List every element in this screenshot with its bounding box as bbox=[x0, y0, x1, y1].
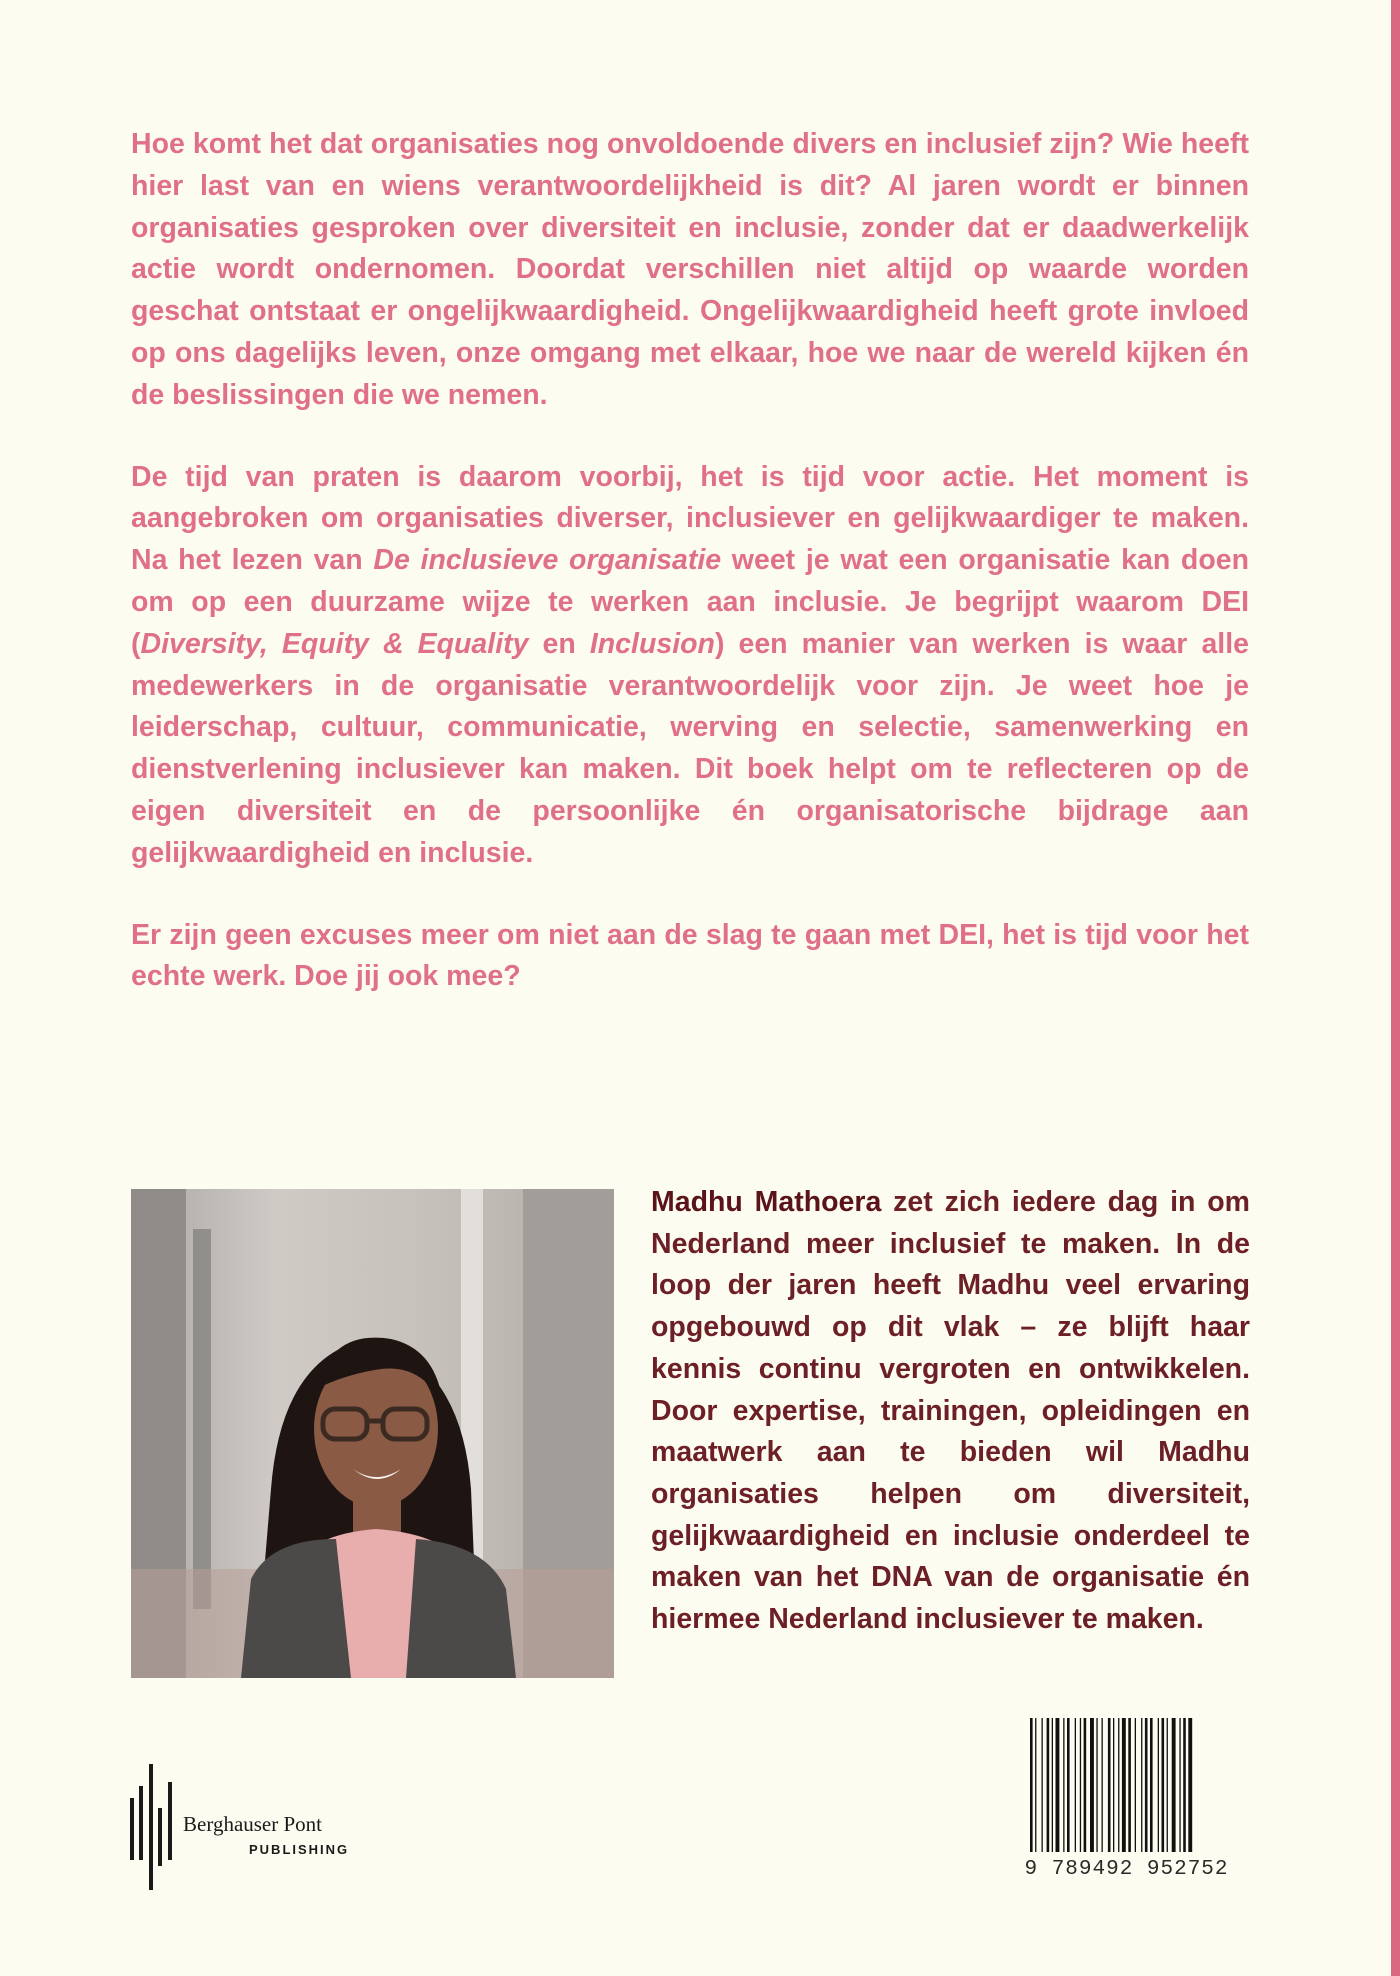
author-bio bbox=[651, 1182, 1250, 1641]
barcode-bar bbox=[1035, 1718, 1036, 1852]
blurb-paragraph-3: Er zijn geen excuses meer om niet aan de slag te gaan met DEI, het is tijd voor het echte werk. Doe jij ook mee? bbox=[131, 918, 1249, 993]
dei-term: Inclusion bbox=[589, 627, 715, 660]
publisher-subtitle: PUBLISHING bbox=[249, 1842, 350, 1857]
blurb-paragraph-1: Hoe komt het dat organisaties nog onvoldoende divers en inclusief zijn? Wie heeft hier last van en wiens verantwoordelijkheid is dit? Al jaren wordt er binnen organisaties gesproken over diversiteit en inclusie, zonder dat er daadwerkelijk actie wordt ondernomen. Doordat verschillen niet altijd op waarde worden geschat ontstaat er ongelijkwaardigheid. Ongelijkwaardigheid heeft grote invloed op ons dagelijks leven, onze omgang met elkaar, hoe we naar de wereld kijken én de beslissingen die we nemen. bbox=[131, 128, 1249, 411]
barcode-bar bbox=[1172, 1718, 1176, 1852]
blurb-text: en bbox=[528, 627, 590, 660]
publisher-bars-icon bbox=[130, 1764, 180, 1890]
barcode-bar bbox=[1118, 1718, 1119, 1852]
blurb-paragraph-2 bbox=[131, 457, 1249, 875]
barcode-bar bbox=[1108, 1718, 1111, 1852]
blurb-text: weet je wat een organisatie kan doen om op een duurzame wijze te werken aan inclusie. Je begrijpt waarom DEI ( bbox=[131, 544, 1250, 660]
barcode-bars bbox=[1014, 1718, 1239, 1858]
barcode-bar bbox=[1150, 1718, 1153, 1852]
barcode-bar bbox=[1096, 1718, 1097, 1852]
publisher-name: Berghauser Pont bbox=[183, 1812, 323, 1836]
barcode-bar bbox=[1042, 1718, 1043, 1852]
isbn-barcode bbox=[1014, 1718, 1239, 1886]
dei-term: Diversity, Equity & Equality bbox=[140, 627, 529, 660]
blurb-text: ) een manier van werken is waar alle medewerkers in de organisatie verantwoordelijk voor zijn. Je weet hoe je leiderschap, cultuur, communicatie, werving en selectie, samenwerking en dienstverlening inclusiever kan maken. Dit boek helpt om te reflecteren op de eigen diversiteit en de persoonlijke én organisatorische bijdrage aan gelijkwaardigheid en inclusie. bbox=[131, 627, 1249, 869]
barcode-bar bbox=[1183, 1718, 1186, 1852]
blurb-text: De tijd van praten is daarom voorbij, het is tijd voor actie. Het moment is aangebroken om organisaties diverser, inclusiever en gelijkwaardiger te maken. Na het lezen van bbox=[131, 460, 1249, 577]
barcode-bar bbox=[1056, 1718, 1060, 1852]
spine-stripe bbox=[1391, 0, 1400, 1976]
barcode-bar bbox=[1113, 1718, 1114, 1852]
author-name: Madhu Mathoera bbox=[651, 1186, 882, 1218]
author-portrait-image bbox=[131, 1189, 614, 1678]
barcode-bar bbox=[1084, 1718, 1087, 1852]
barcode-bar bbox=[1145, 1718, 1148, 1852]
barcode-bar bbox=[1188, 1718, 1192, 1852]
author-bio-text: zet zich iedere dag in om Nederland meer inclusief te maken. In de loop der jaren heeft Madhu veel ervaring opgebouwd op dit vlak – ze blijft haar kennis continu vergroten en ontwikkelen. Door expertise, trainingen, opleidingen en maatwerk aan te bieden wil Madhu organisaties helpen om diversiteit, gelijkwaardigheid en inclusie onderdeel te maken van het DNA van de organisatie én hiermee Nederland inclusiever te maken. bbox=[651, 1186, 1250, 1636]
barcode-bar bbox=[1047, 1718, 1050, 1852]
barcode-bar bbox=[1067, 1718, 1070, 1852]
barcode-bar bbox=[1102, 1718, 1103, 1852]
barcode-bar bbox=[1052, 1718, 1053, 1852]
author-photo bbox=[131, 1189, 614, 1678]
barcode-bar bbox=[1090, 1718, 1094, 1852]
barcode-bar bbox=[1063, 1718, 1064, 1852]
isbn-digits: 9 789492 952752 bbox=[1024, 1858, 1229, 1881]
barcode-bar bbox=[1135, 1718, 1136, 1852]
barcode-bar bbox=[1162, 1718, 1165, 1852]
barcode-bar bbox=[1167, 1718, 1168, 1852]
barcode-bar bbox=[1141, 1718, 1142, 1852]
barcode-bar bbox=[1128, 1718, 1131, 1852]
barcode-bar bbox=[1075, 1718, 1076, 1852]
barcode-bar bbox=[1179, 1718, 1180, 1852]
back-cover-blurb bbox=[131, 124, 1249, 1038]
barcode-bar bbox=[1158, 1718, 1159, 1852]
publisher-wordmark bbox=[183, 1812, 349, 1857]
barcode-bar bbox=[1080, 1718, 1081, 1852]
publisher-logo bbox=[130, 1764, 380, 1890]
book-title: De inclusieve organisatie bbox=[373, 544, 722, 577]
barcode-bar bbox=[1030, 1718, 1033, 1852]
barcode-bar bbox=[1122, 1718, 1126, 1852]
